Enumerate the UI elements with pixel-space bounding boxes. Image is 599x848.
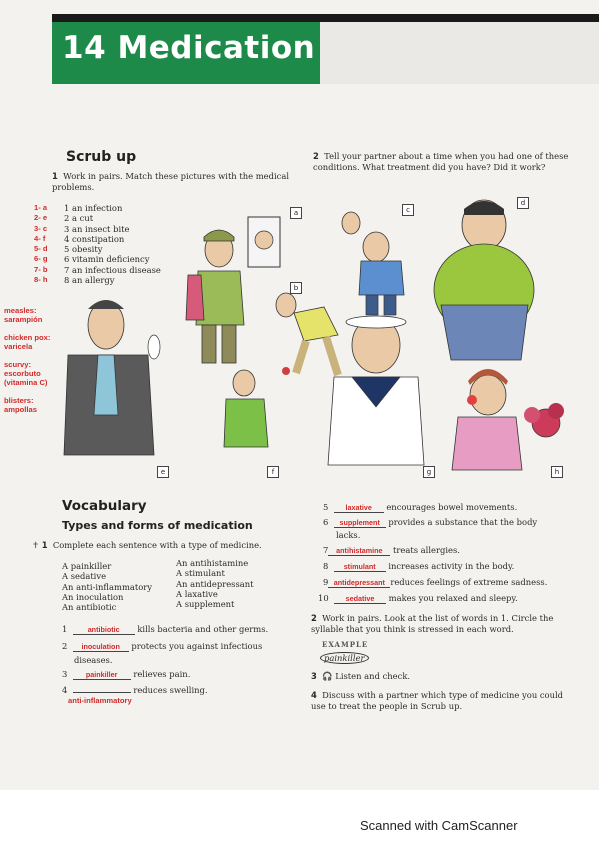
sentence-1: 1 antibiotic kills bacteria and other germs. [62,624,269,634]
picture-label: b [290,282,302,294]
list-item: 2 a cut [64,213,94,224]
sentence-5: 5 laxative encourages bowel movements. [323,502,518,512]
picture-label: f [267,466,279,478]
vocabulary-task1: ✝ 1 Complete each sentence with a type of medicine. [32,540,262,550]
picture-label: c [402,204,414,216]
man-with-thermometer-illustration [64,300,160,455]
top-bar [52,14,599,22]
picture-label: g [423,466,435,478]
hiker-illustration [186,217,280,363]
list-item: 7 an infectious disease [64,264,161,275]
sentence-8: 8 stimulant increases activity in the body. [323,561,515,571]
sentence-2: 2 inoculation protects you against infectious [62,641,263,651]
sentence-10: 10 sedative makes you relaxed and sleepy. [318,593,518,603]
scanner-watermark: Scanned with CamScanner [360,818,518,833]
example-word: painkiller [320,652,369,664]
sentence-4: 4 reduces swelling. [62,685,208,695]
sneezing-woman-illustration [452,369,564,470]
scrub-up-task1: 1 Work in pairs. Match these pictures with the medical problems. [52,171,290,192]
vocabulary-task3: 3 🎧 Listen and check. [311,671,411,681]
sentence-6-continued: lacks. [336,530,361,540]
picture-label: d [517,197,529,209]
sentence-9: 9 antidepressant reduces feelings of extreme sadness. [323,577,548,587]
obese-man-illustration [434,200,534,360]
vocabulary-task4: 4 Discuss with a partner which type of medicine you could use to treat the people in Scrub up. [311,690,564,711]
scrub-up-heading: Scrub up [66,149,137,165]
sentence-6: 6 supplement provides a substance that the body [323,517,538,527]
example-label: EXAMPLE [322,640,369,649]
handwritten-glossary: measles: sarampión chicken pox: varicela scurvy: escorbuto (vitamina C) blisters: ampollas [4,306,51,415]
page-title: 14 Medication [62,30,316,66]
list-item: 6 vitamin deficiency [64,254,150,265]
sentence-7: 7 antihistamine treats allergies. [323,545,460,555]
vocabulary-task2: 2 Work in pairs. Look at the list of words in 1. Circle the syllable that you think is stressed in each word. [311,613,554,634]
sailor-illustration [328,316,424,465]
list-item: 4 constipation [64,233,125,244]
list-item: 1 an infection [64,203,123,213]
walking-man-illustration [276,293,338,375]
vocabulary-subheading: Types and forms of medication [62,519,253,532]
handwritten-answers: 1- a 2- e 3- c 4- f 5- d 6- g 7- b 8- h [34,203,48,285]
bitten-man-illustration [342,212,404,315]
sentence-3: 3 painkiller relieves pain. [62,669,191,679]
picture-label: e [157,466,169,478]
sentence-2-continued: diseases. [74,655,113,665]
thin-man-illustration [224,370,268,447]
list-item: 8 an allergy [64,275,115,286]
illustration-panel [56,185,576,480]
vocabulary-heading: Vocabulary [62,498,147,514]
word-list-right: An antihistamine A stimulant An antidepressant A laxative A supplement [176,558,254,610]
list-item: 5 obesity [64,244,103,255]
headphones-icon: 🎧 [322,671,333,681]
picture-label: h [551,466,563,478]
scrub-up-task2: 2 Tell your partner about a time when you had one of these conditions. What treatment did you have? Did it work? [313,151,569,172]
word-list-left: A painkiller A sedative An anti-inflammatory An inoculation An antibiotic [62,561,153,613]
sentence-4-answer: anti-inflammatory [68,696,132,705]
header-shadow [320,22,599,84]
list-item: 3 an insect bite [64,223,130,234]
picture-label: a [290,207,302,219]
